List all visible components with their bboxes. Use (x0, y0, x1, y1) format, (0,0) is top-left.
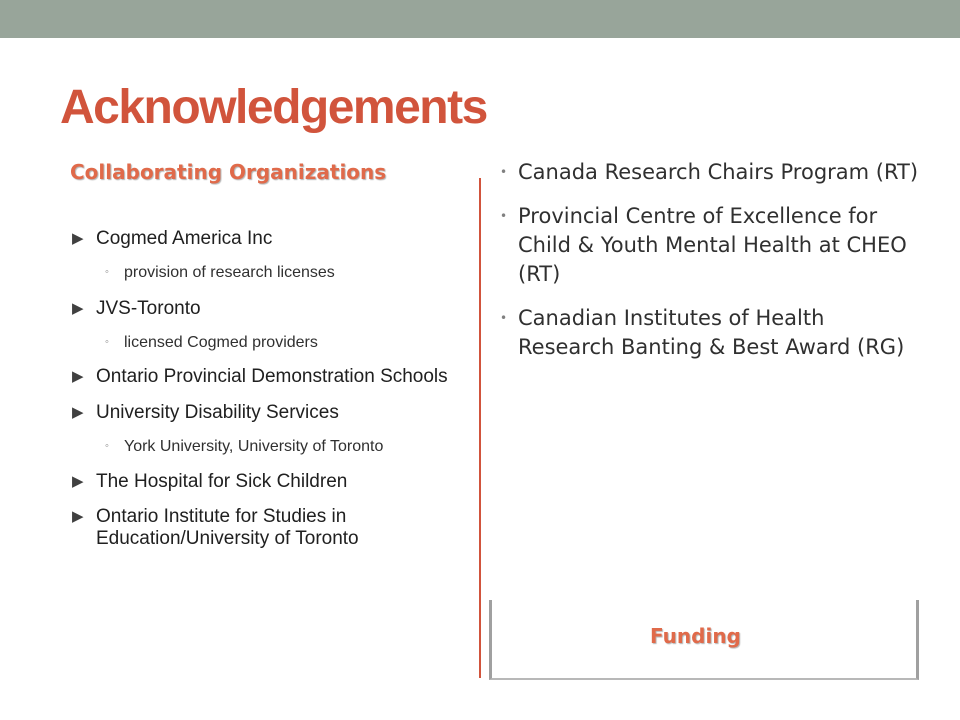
triangle-bullet-icon: ▶ (72, 368, 84, 385)
organization-detail: licensed Cogmed providers (124, 334, 318, 351)
organization-name: University Disability Services (96, 402, 339, 423)
column-divider (479, 178, 481, 678)
triangle-bullet-icon: ▶ (72, 300, 84, 317)
funding-heading: Funding (650, 624, 741, 648)
organization-name: Ontario Provincial Demonstration Schools (96, 366, 448, 387)
list-item (72, 402, 462, 424)
top-bar (0, 0, 960, 38)
triangle-bullet-icon: ▶ (72, 230, 84, 247)
list-item (72, 228, 462, 250)
triangle-bullet-icon: ▶ (72, 508, 84, 525)
dot-bullet-icon: • (500, 209, 508, 223)
list-item (72, 506, 462, 550)
list-item (500, 304, 920, 362)
dot-bullet-icon: • (500, 165, 508, 179)
list-subitem (72, 263, 462, 282)
organization-detail: provision of research licenses (124, 264, 335, 281)
slide-title: Acknowledgements (60, 81, 487, 134)
organization-detail: York University, University of Toronto (124, 438, 384, 455)
funding-source: Canada Research Chairs Program (RT) (518, 160, 919, 184)
list-subitem (72, 437, 462, 456)
organization-name: The Hospital for Sick Children (96, 471, 348, 492)
circle-bullet-icon: ◦ (105, 440, 109, 452)
organization-name: JVS-Toronto (96, 298, 201, 319)
triangle-bullet-icon: ▶ (72, 404, 84, 421)
circle-bullet-icon: ◦ (105, 336, 109, 348)
list-item (72, 366, 462, 388)
collaborating-organizations-heading: Collaborating Organizations (70, 160, 387, 184)
list-item (500, 158, 920, 187)
list-item (72, 298, 462, 320)
list-item (72, 471, 462, 493)
dot-bullet-icon: • (500, 311, 508, 325)
list-subitem (72, 333, 462, 352)
funding-source: Provincial Centre of Excellence for Child & Youth Mental Health at CHEO (RT) (518, 204, 907, 286)
list-item (500, 202, 920, 289)
funding-source: Canadian Institutes of Health Research Banting & Best Award (RG) (518, 306, 905, 359)
organizations-list (72, 228, 462, 550)
funding-list (500, 158, 920, 377)
triangle-bullet-icon: ▶ (72, 473, 84, 490)
organization-name: Ontario Institute for Studies in Education/University of Toronto (96, 506, 359, 549)
circle-bullet-icon: ◦ (105, 266, 109, 278)
organization-name: Cogmed America Inc (96, 228, 273, 249)
